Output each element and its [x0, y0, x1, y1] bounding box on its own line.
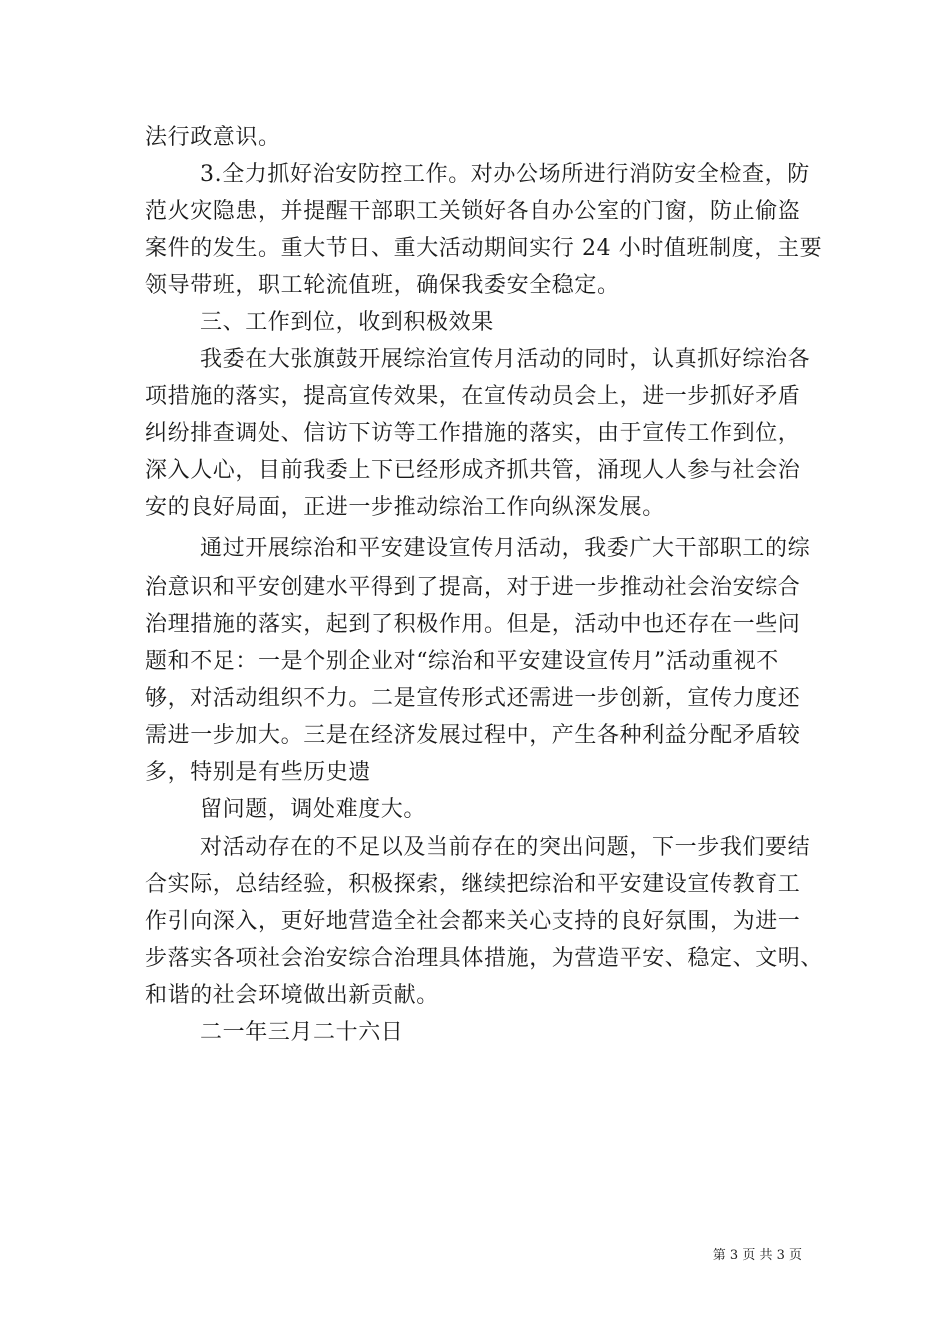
- text-line: 题和不足：一是个别企业对“综治和平安建设宣传月”活动重视不: [145, 649, 779, 674]
- text-line: 安的良好局面，正进一步推动综治工作向纵深发展。: [145, 495, 665, 520]
- text-line: 项措施的落实，提高宣传效果，在宣传动员会上，进一步抓好矛盾: [145, 384, 801, 409]
- text-line: 步落实各项社会治安综合治理具体措施，为营造平安、稳定、文明、: [145, 946, 824, 971]
- date-line: 二一年三月二十六日: [200, 1020, 404, 1045]
- text-line: 范火灾隐患，并提醒干部职工关锁好各自办公室的门窗，防止偷盗: [145, 199, 801, 224]
- text-line: 作引向深入，更好地营造全社会都来关心支持的良好氛围，为进一: [145, 909, 801, 934]
- text-line: 纠纷排查调处、信访下访等工作措施的落实，由于宣传工作到位，: [145, 421, 801, 446]
- page-number-footer: 第 3 页 共 3 页: [712, 1248, 802, 1263]
- text-line: 对活动存在的不足以及当前存在的突出问题，下一步我们要结: [200, 835, 811, 860]
- text-line: 多，特别是有些历史遗: [145, 760, 372, 785]
- section-heading: 三、工作到位，收到积极效果: [200, 310, 494, 335]
- text-line: 够，对活动组织不力。二是宣传形式还需进一步创新，宣传力度还: [145, 686, 801, 711]
- text-line: 和谐的社会环境做出新贡献。: [145, 983, 439, 1008]
- text-line: 案件的发生。重大节日、重大活动期间实行 24 小时值班制度，主要: [145, 236, 823, 261]
- text-line: 治意识和平安创建水平得到了提高，对于进一步推动社会治安综合: [145, 575, 801, 600]
- text-line: 领导带班，职工轮流值班，确保我委安全稳定。: [145, 273, 620, 298]
- text-line: 深入人心，目前我委上下已经形成齐抓共管，涌现人人参与社会治: [145, 458, 801, 483]
- text-line: 需进一步加大。三是在经济发展过程中，产生各种利益分配矛盾较: [145, 723, 801, 748]
- text-line: 治理措施的落实，起到了积极作用。但是，活动中也还存在一些问: [145, 612, 801, 637]
- text-line: 3.全力抓好治安防控工作。对办公场所进行消防安全检查，防: [200, 162, 810, 187]
- text-line: 通过开展综治和平安建设宣传月活动，我委广大干部职工的综: [200, 536, 811, 561]
- text-line: 留问题，调处难度大。: [200, 797, 427, 822]
- text-line: 我委在大张旗鼓开展综治宣传月活动的同时，认真抓好综治各: [200, 347, 811, 372]
- text-line: 法行政意识。: [145, 125, 281, 150]
- text-line: 合实际，总结经验，积极探索，继续把综治和平安建设宣传教育工: [145, 872, 801, 897]
